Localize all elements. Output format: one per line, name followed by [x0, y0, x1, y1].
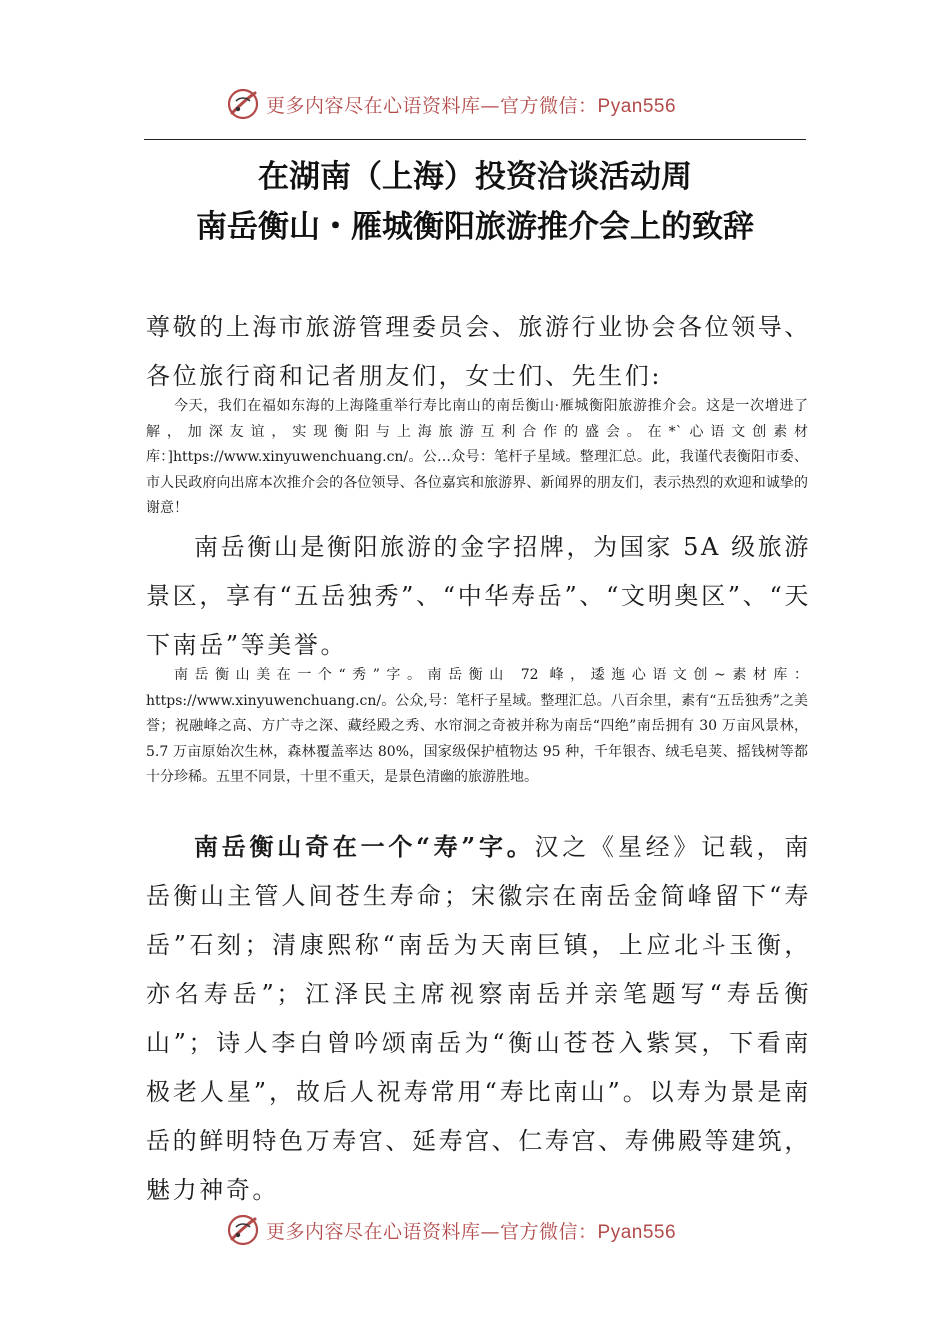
- intro-paragraph: 今天，我们在福如东海的上海隆重举行寿比南山的南岳衡山·雁城衡阳旅游推介会。这是一次增进了解，加深友谊，实现衡阳与上海旅游互利合作的盛会。在*`心语文创素材库：]https://www.xinyuwenchuang.cn/。公…众号：笔杆子星域。整理汇总。此，我谨代表衡阳市委、市人民政府向出席本次推介会的各位领导、各位嘉宾和旅游界、新闻界的朋友们，表示热烈的欢迎和诚挚的谢意！: [146, 398, 808, 516]
- pen-logo-icon: [226, 87, 260, 121]
- wechat-id: Pyan556: [597, 1221, 677, 1243]
- longevity-body: 汉之《星经》记载，南岳衡山主管人间苍生寿命；宋徽宗在南岳金简峰留下“寿岳”石刻；清康熙称“南岳为天南巨镇，上应北斗玉衡，亦名寿岳”；江泽民主席视察南岳并亲笔题写“寿岳衡山”；诗人李白曾吟颂南岳为“衡山苍苍入紫冥，下看南极老人星”，故后人祝寿常用“寿比南山”。以寿为景是南岳的鲜明特色万寿宫、延寿宫、仁寿宫、寿佛殿等建筑，魅力神奇。: [146, 833, 811, 1204]
- header-banner: [226, 84, 676, 124]
- longevity-paragraph: [146, 822, 811, 1215]
- page-title-line1: 在湖南（上海）投资洽谈活动周: [258, 159, 692, 195]
- header-divider: [144, 139, 806, 140]
- banner-text: 更多内容尽在心语资料库—官方微信：Pyan556: [266, 94, 677, 117]
- beauty-paragraph: 南岳衡山美在一个“秀”字。南岳衡山 72 峰，逶迤心语文创~素材库：https://www.xinyuwenchuang.cn/。公众,号：笔杆子星域。整理汇总。八百余里，素有“五岳独秀”之美誉；祝融峰之高、方广寺之深、藏经殿之秀、水帘洞之奇被并称为南岳“四绝”南岳拥有 30 万亩风景林，5.7 万亩原始次生林，森林覆盖率达 80%，国家级保护植物达 95 种，千年银杏、绒毛皂荚、摇钱树等都十分珍稀。五里不同景，十里不重天，是景色清幽的旅游胜地。: [146, 667, 808, 785]
- page-title-line2: 南岳衡山・雁城衡阳旅游推介会上的致辞: [196, 209, 754, 245]
- wechat-id: Pyan556: [597, 95, 677, 117]
- banner-text: 更多内容尽在心语资料库—官方微信：Pyan556: [266, 1220, 677, 1243]
- pen-logo-icon: [226, 1213, 260, 1247]
- longevity-lead: 南岳衡山奇在一个“寿”字。: [194, 832, 535, 861]
- golden-sign-paragraph: 南岳衡山是衡阳旅游的金字招牌，为国家 5A 级旅游景区，享有“五岳独秀”、“中华寿岳”、“文明奥区”、“天下南岳”等美誉。: [146, 533, 811, 659]
- footer-banner: [226, 1210, 676, 1250]
- greeting-paragraph: 尊敬的上海市旅游管理委员会、旅游行业协会各位领导、各位旅行商和记者朋友们，女士们、先生们:: [146, 313, 811, 390]
